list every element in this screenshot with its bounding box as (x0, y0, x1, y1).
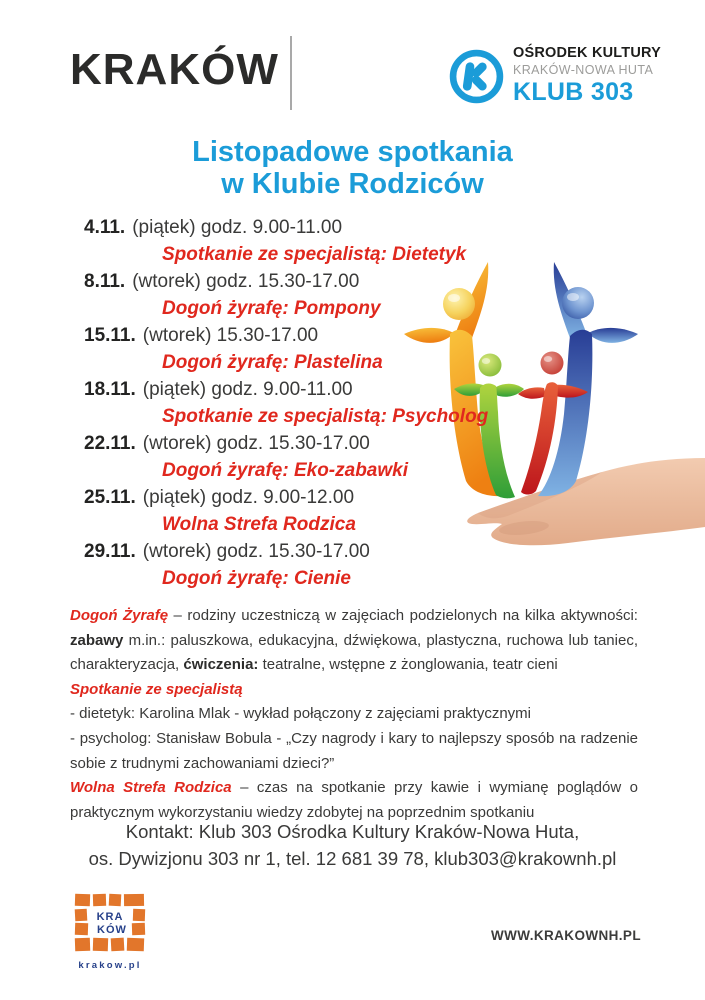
schedule-info: (piątek) godz. 9.00-11.00 (132, 217, 343, 238)
schedule-activity: Spotkanie ze specjalistą: Psycholog (162, 406, 489, 427)
schedule-info: (wtorek) 15.30-17.00 (142, 325, 319, 346)
krakow-city-logo: KRAKÓW (70, 45, 279, 94)
description-bold: zabawy (70, 631, 124, 649)
schedule-activity: Dogoń żyrafę: Cienie (162, 568, 351, 589)
description-text: teatralne, wstępne z żonglowania, teatr cieni (258, 656, 558, 674)
schedule-date-row (0, 376, 705, 403)
description-giraffe-lead: Dogoń Żyrafę (70, 607, 169, 624)
krakow-mosaic-icon (73, 892, 147, 954)
description-specialist-item2: - psycholog: Stanisław Bobula - „Czy nagrody i kary to najlepszy sposób na radzenie sobie z trudnymi zachowaniami dzieci?” (70, 729, 638, 772)
schedule-info: (wtorek) godz. 15.30-17.00 (132, 271, 360, 292)
schedule-date-row (0, 538, 705, 565)
schedule-info: (piątek) godz. 9.00-11.00 (142, 379, 353, 400)
klub303-k-icon (449, 49, 504, 104)
schedule-activity: Dogoń żyrafę: Plastelina (162, 352, 383, 373)
poster-title-line2: w Klubie Rodziców (221, 168, 484, 200)
schedule-activity: Wolna Strefa Rodzica (162, 514, 356, 535)
schedule-list (0, 214, 705, 592)
description-text: – rodziny uczestniczą w zajęciach podzielonych na kilka aktywności: (168, 607, 638, 624)
schedule-date: 15.11. (84, 325, 136, 346)
schedule-date: 4.11. (84, 217, 126, 238)
header-divider (290, 36, 292, 110)
description-text: m.in.: paluszkowa, edukacyjna, dźwiękowa, plastyczna, ruchowa lub taniec, charakteryzacja, (70, 631, 638, 674)
schedule-info: (wtorek) godz. 15.30-17.00 (142, 541, 370, 562)
org-name: OŚRODEK KULTURY (513, 45, 661, 61)
schedule-date: 25.11. (84, 487, 136, 508)
schedule-date-row (0, 484, 705, 511)
mosaic-text-bottom: KÓW (97, 924, 127, 936)
description-specialist-lead: Spotkanie ze specjalistą (70, 680, 243, 698)
description-free-zone (70, 776, 638, 825)
description-free-zone-lead: Wolna Strefa Rodzica (70, 779, 232, 797)
description-specialist-heading (70, 678, 638, 703)
descriptions-block (70, 604, 638, 825)
schedule-date-row (0, 268, 705, 295)
schedule-date: 18.11. (84, 379, 136, 400)
org-club-name: KLUB 303 (513, 78, 634, 106)
description-bold: ćwiczenia: (183, 656, 259, 674)
contact-line-2: os. Dywizjonu 303 nr 1, tel. 12 681 39 78, klub303@krakownh.pl (88, 848, 617, 869)
schedule-info: (wtorek) godz. 15.30-17.00 (142, 433, 370, 454)
contact-line-1: Kontakt: Klub 303 Ośrodka Kultury Kraków-Nowa Huta, (125, 821, 580, 842)
description-specialist-item1: - dietetyk: Karolina Mlak - wykład połączony z zajęciami praktycznymi (70, 705, 531, 723)
website-url: WWW.KRAKOWNH.PL (491, 928, 641, 943)
schedule-date-row (0, 430, 705, 457)
poster-title-line1: Listopadowe spotkania (192, 136, 513, 168)
description-text: – czas na spotkanie przy kawie i wymianę poglądów o praktycznym wykorzystaniu wiedzy zdobytej na poprzednim spotkaniu (70, 779, 638, 821)
org-subtitle: KRAKÓW-NOWA HUTA (513, 63, 654, 77)
contact-block (0, 818, 705, 872)
mosaic-text-top: KRA (96, 911, 124, 923)
schedule-info: (piątek) godz. 9.00-12.00 (142, 487, 355, 508)
schedule-date: 29.11. (84, 541, 136, 562)
schedule-date-row (0, 214, 705, 241)
schedule-activity: Dogoń żyrafę: Pompony (162, 298, 381, 319)
schedule-date-row (0, 322, 705, 349)
schedule-activity: Spotkanie ze specjalistą: Dietetyk (162, 244, 467, 265)
schedule-activity: Dogoń żyrafę: Eko-zabawki (162, 460, 408, 481)
krakow-pl-logo (72, 892, 148, 971)
description-giraffe (70, 604, 638, 678)
krakow-pl-url: krakow.pl (78, 960, 142, 971)
schedule-date: 8.11. (84, 271, 126, 292)
klub303-logo-block (449, 45, 661, 107)
poster-title (0, 136, 705, 200)
schedule-date: 22.11. (84, 433, 136, 454)
